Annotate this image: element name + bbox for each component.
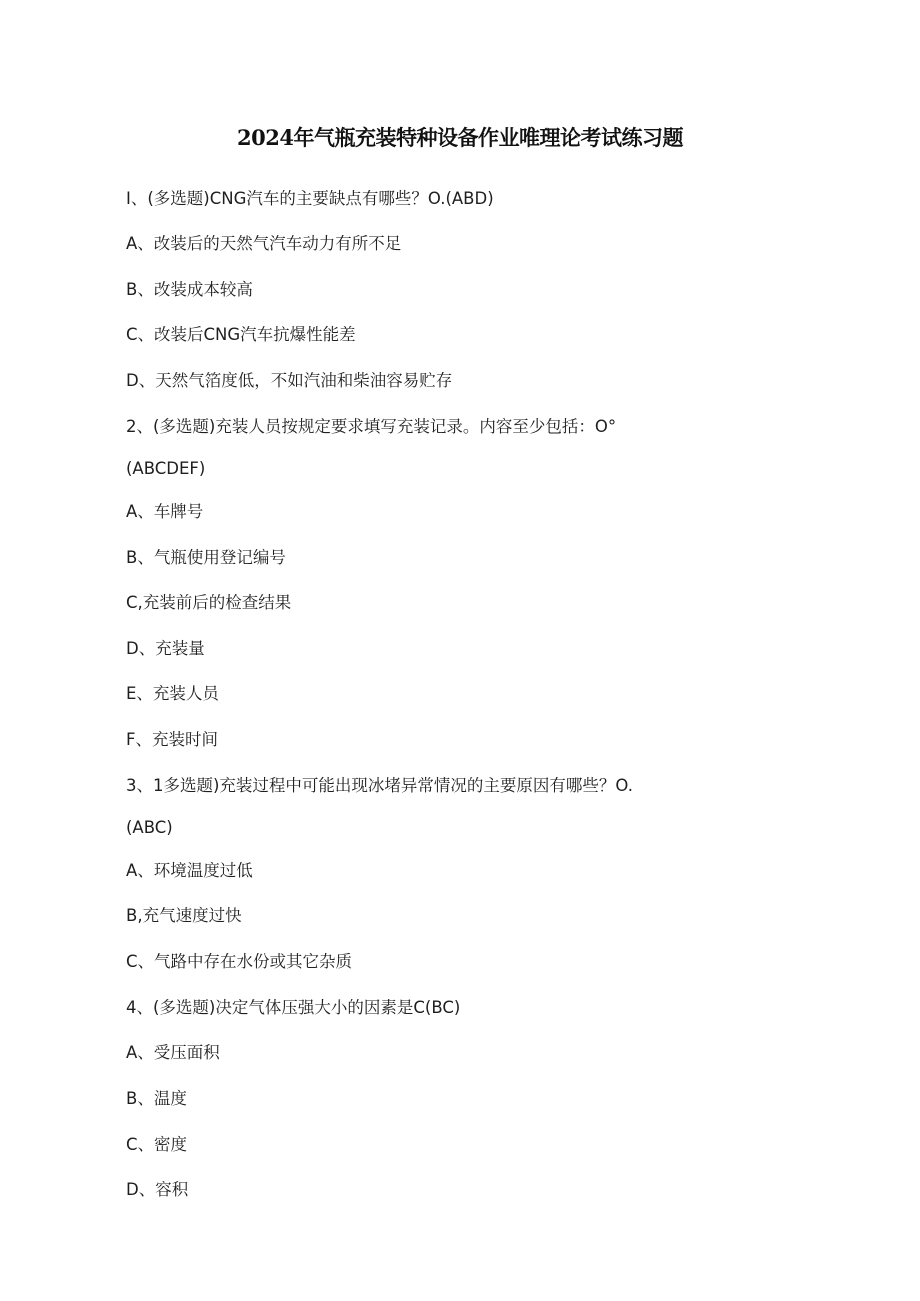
question-4-option-c: C、密度 <box>126 1135 188 1154</box>
question-1-option-d: D、天然气箔度低，不如汽油和柴油容易贮存 <box>126 371 453 390</box>
question-2-option-a: A、车牌号 <box>126 502 204 521</box>
document-title: 2024年气瓶充装特种设备作业唯理论考试练习题 <box>237 125 683 150</box>
question-2-answer: (ABCDEF) <box>126 459 206 478</box>
question-4-option-d: D、容积 <box>126 1180 189 1199</box>
question-2: 2、(多选题)充装人员按规定要求填写充装记录。内容至少包括：O° <box>126 417 617 436</box>
question-1: I、(多选题)CNG汽车的主要缺点有哪些？O.(ABD) <box>126 189 494 208</box>
question-1-option-c: C、改装后CNG汽车抗爆性能差 <box>126 325 356 344</box>
question-2-option-b: B、气瓶使用登记编号 <box>126 548 286 567</box>
question-1-option-a: A、改装后的天然气汽车动力有所不足 <box>126 234 402 253</box>
question-4: 4、(多选题)决定气体压强大小的因素是C(BC) <box>126 998 461 1017</box>
question-4-option-a: A、受压面积 <box>126 1043 220 1062</box>
question-2-option-d: D、充装量 <box>126 639 205 658</box>
question-4-option-b: B、温度 <box>126 1089 187 1108</box>
question-2-option-f: F、充装时间 <box>126 730 218 749</box>
question-2-option-e: E、充装人员 <box>126 684 219 703</box>
question-3-answer: (ABC) <box>126 818 173 837</box>
question-3: 3、1多选题)充装过程中可能出现冰堵异常情况的主要原因有哪些？O. <box>126 776 633 795</box>
question-3-option-a: A、环境温度过低 <box>126 861 253 880</box>
question-1-option-b: B、改装成本较高 <box>126 280 253 299</box>
question-3-option-b: B,充气速度过快 <box>126 906 242 925</box>
question-2-option-c: C,充装前后的检查结果 <box>126 593 292 612</box>
question-3-option-c: C、气路中存在水份或其它杂质 <box>126 952 353 971</box>
